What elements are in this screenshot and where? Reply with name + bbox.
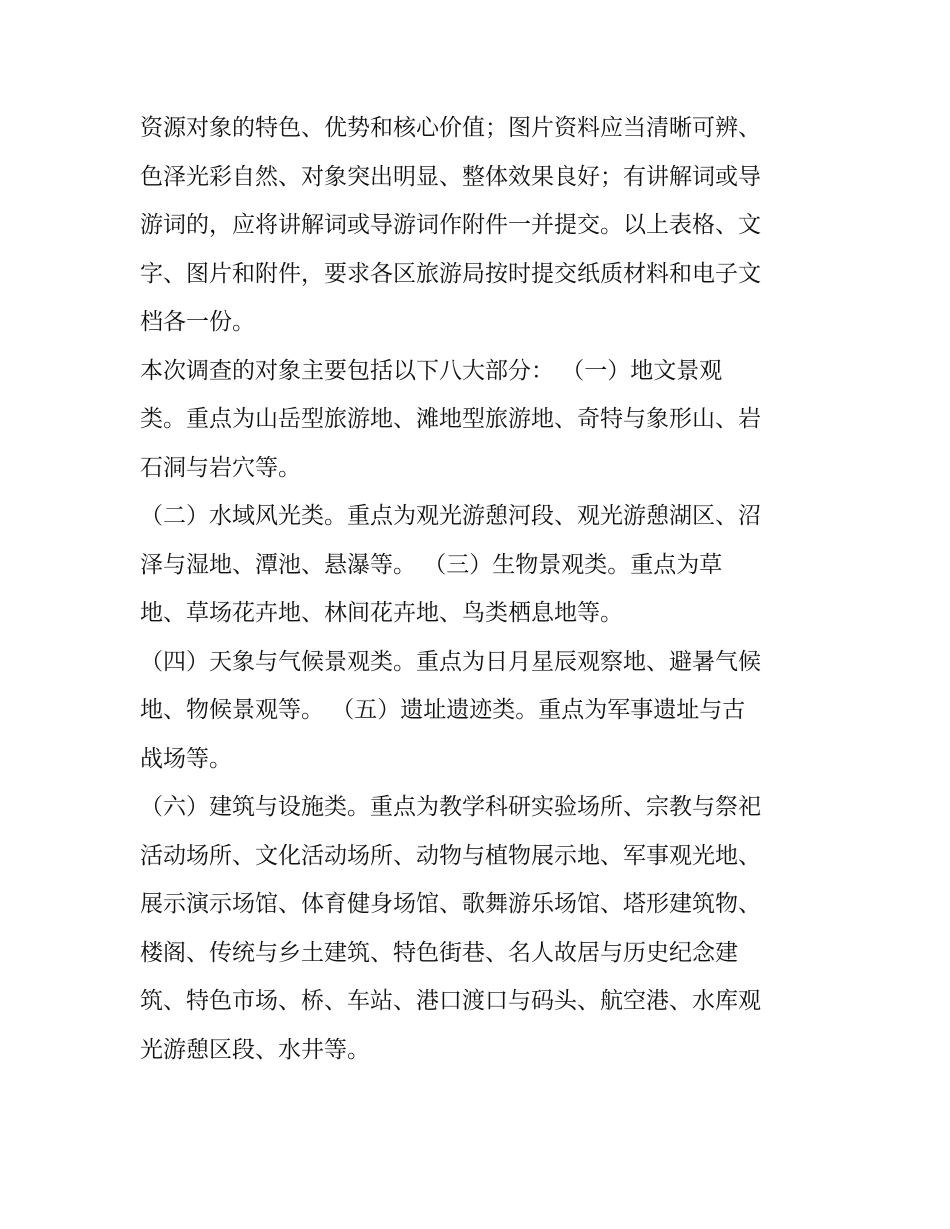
text-line: （二）水域风光类。重点为观光游憩河段、观光游憩湖区、沼 [140, 503, 761, 529]
text-line: 档各一份。 [140, 309, 255, 335]
text-line: （四）天象与气候景观类。重点为日月星辰观察地、避暑气候 [140, 648, 761, 675]
text-line: 资源对象的特色、优势和核心价值；图片资料应当清晰可辨、 [140, 115, 761, 141]
text-line: 游词的，应将讲解词或导游词作附件一并提交。以上表格、文 [140, 212, 761, 238]
text-line: 石洞与岩穴等。 [140, 454, 301, 481]
text-line: 活动场所、文化活动场所、动物与植物展示地、军事观光地、 [140, 842, 761, 869]
text-line: 地、物候景观等。 （五）遗址遗迹类。重点为军事遗址与古 [140, 697, 746, 723]
text-line: 泽与湿地、潭池、悬瀑等。 （三）生物景观类。重点为草 [140, 551, 723, 578]
text-line: 展示演示场馆、体育健身场馆、歌舞游乐场馆、塔形建筑物、 [140, 891, 761, 917]
text-line: 字、图片和附件，要求各区旅游局按时提交纸质材料和电子文 [140, 260, 761, 287]
text-line: 地、草场花卉地、林间花卉地、鸟类栖息地等。 [140, 600, 623, 626]
text-line: 本次调查的对象主要包括以下八大部分： （一）地文景观 [140, 357, 723, 384]
text-line: 楼阁、传统与乡土建筑、特色街巷、名人故居与历史纪念建 [140, 939, 738, 966]
text-line: （六）建筑与设施类。重点为教学科研实验场所、宗教与祭祀 [140, 794, 761, 820]
text-line: 类。重点为山岳型旅游地、滩地型旅游地、奇特与象形山、岩 [140, 406, 761, 432]
text-line: 色泽光彩自然、对象突出明显、整体效果良好；有讲解词或导 [140, 163, 761, 190]
text-line: 战场等。 [140, 745, 232, 772]
document-body [140, 104, 830, 1074]
text-line: 筑、特色市场、桥、车站、港口渡口与码头、航空港、水库观 [140, 988, 761, 1014]
text-line: 光游憩区段、水井等。 [140, 1036, 370, 1063]
